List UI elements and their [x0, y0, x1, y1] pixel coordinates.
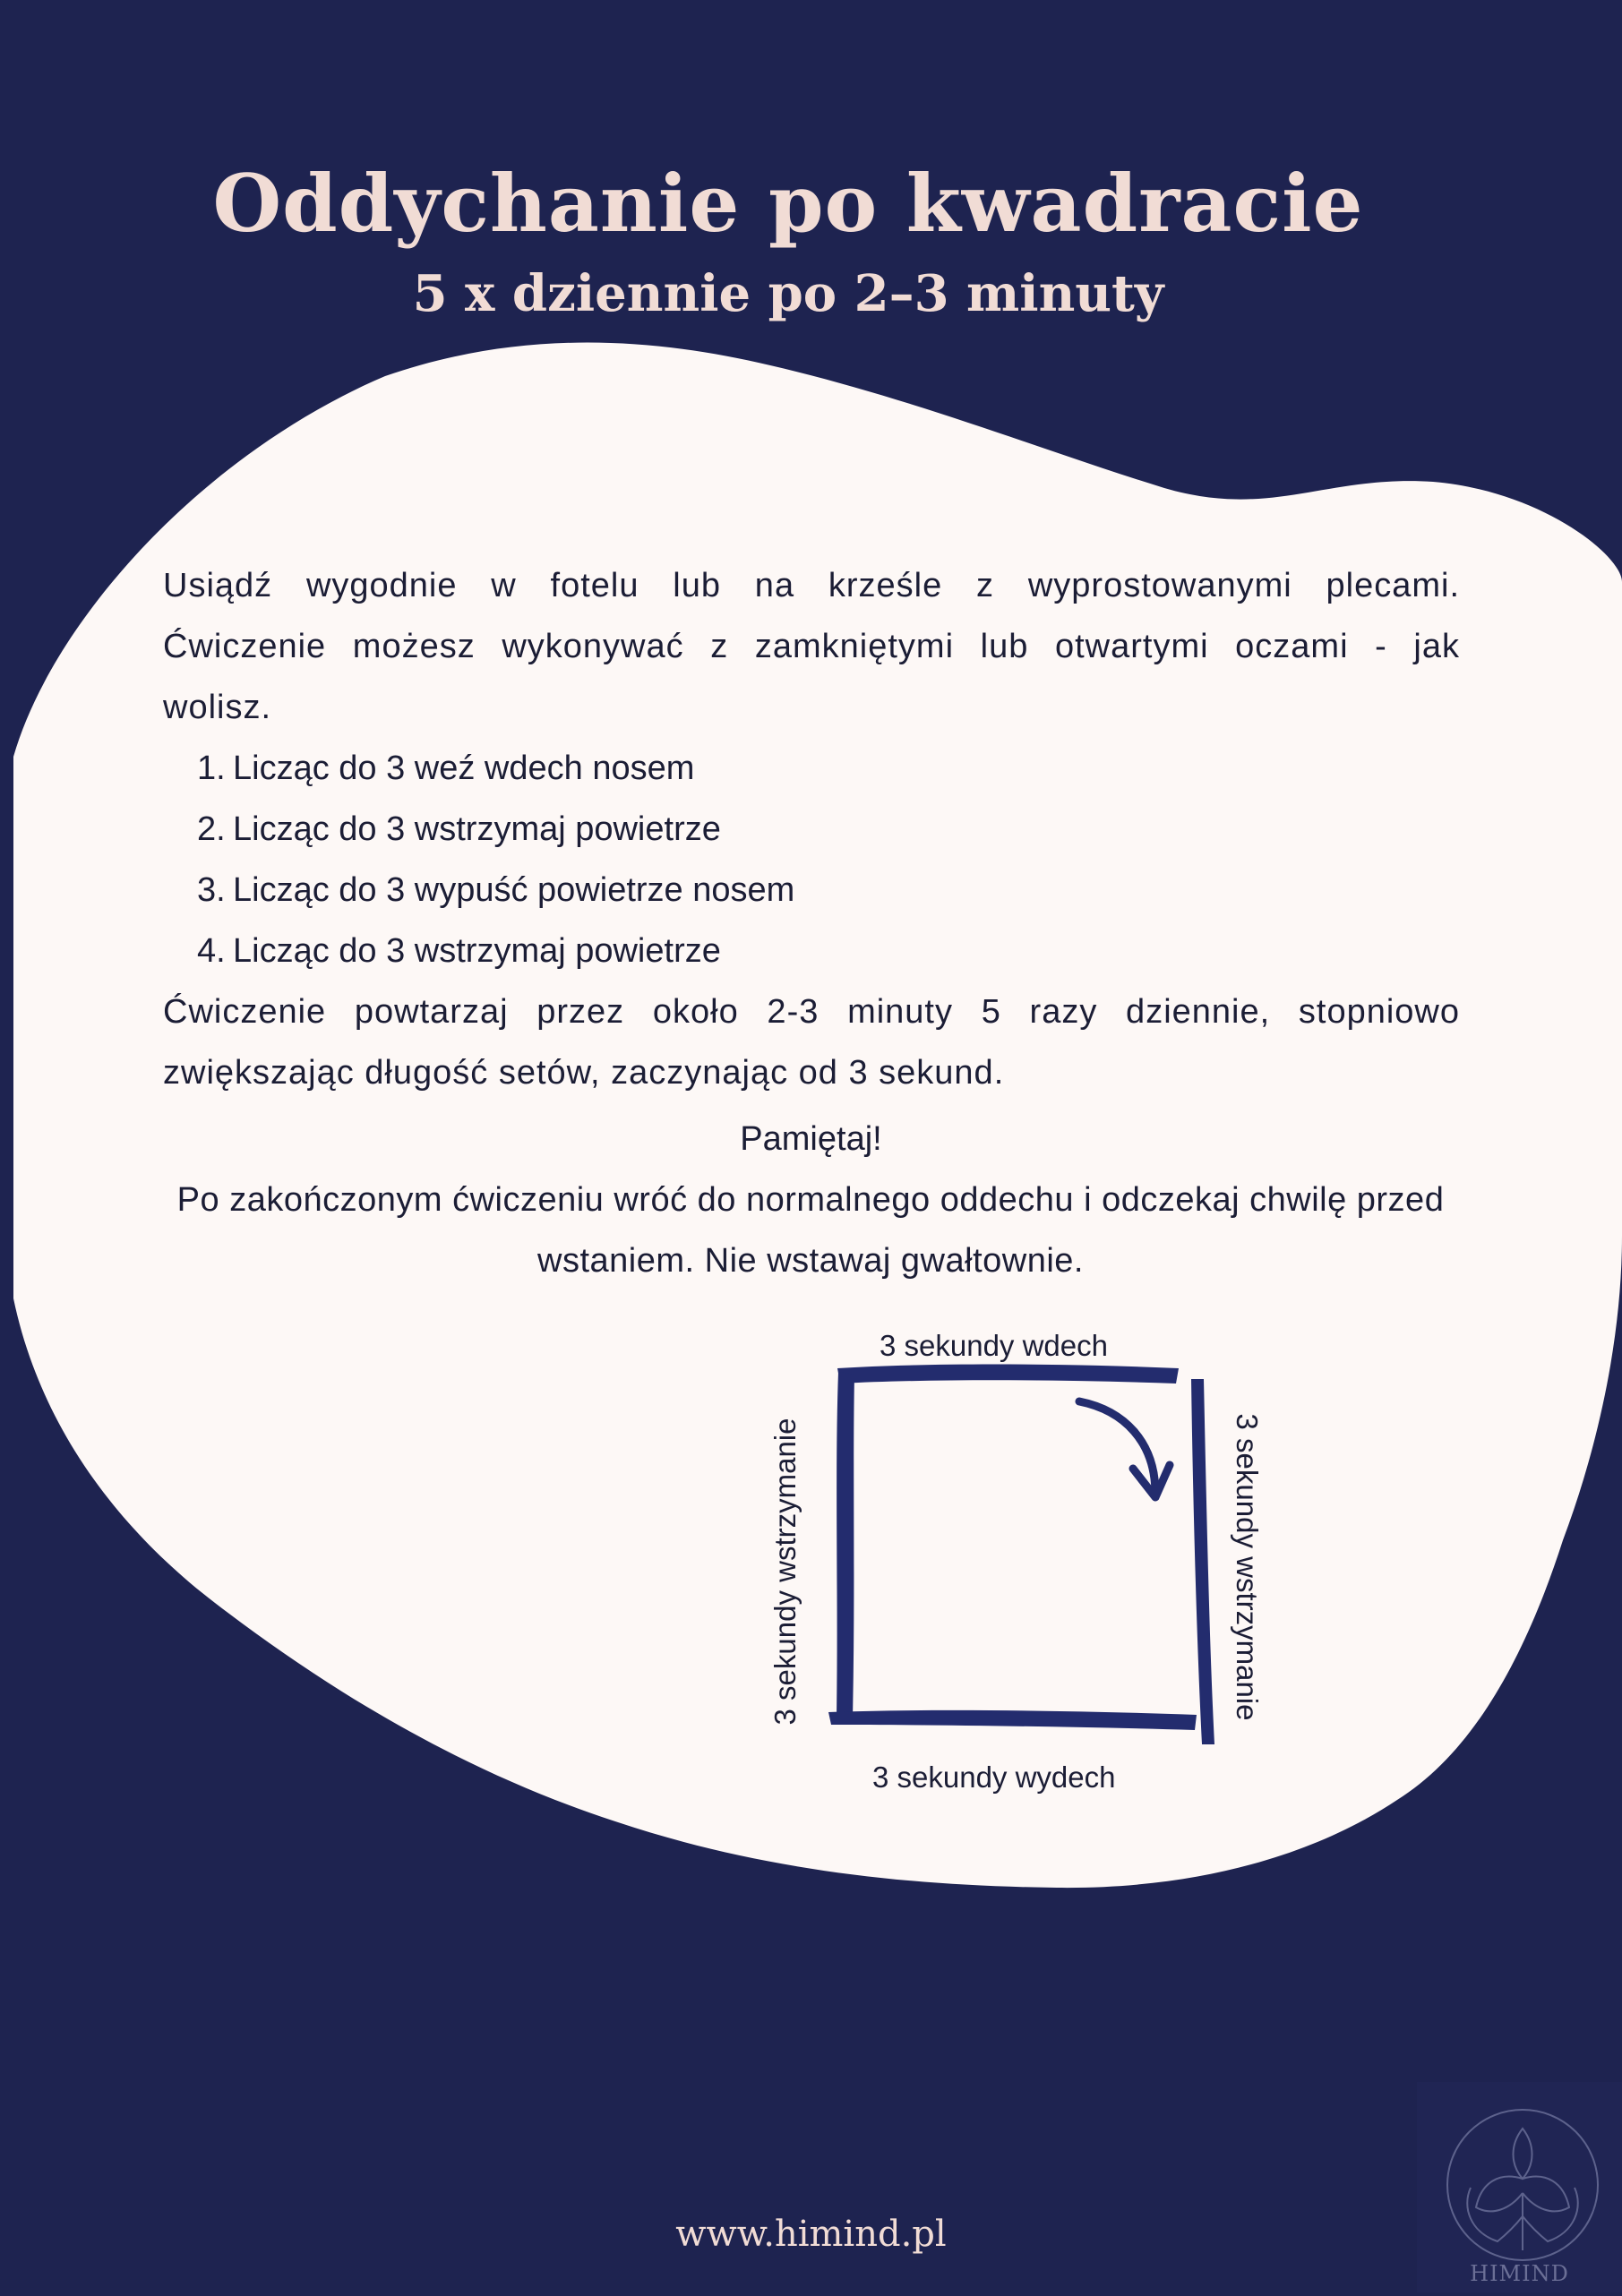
step-number: 2.	[197, 810, 226, 848]
square-right-stroke	[1191, 1379, 1214, 1744]
reminder-heading: Pamiętaj!	[740, 1120, 882, 1158]
square-bottom-stroke	[828, 1710, 1197, 1730]
page-title: Oddychanie po kwadracie	[212, 157, 1364, 250]
step-text: Licząc do 3 wypuść powietrze nosem	[233, 871, 795, 909]
website-link[interactable]: www.himind.pl	[675, 2214, 947, 2255]
diagram-label-top: 3 sekundy wdech	[880, 1329, 1108, 1362]
diagram-label-left: 3 sekundy wstrzymanie	[768, 1418, 802, 1726]
step-number: 4.	[197, 932, 226, 970]
himind-logo	[1417, 2082, 1622, 2292]
diagram-label-right: 3 sekundy wstrzymanie	[1231, 1413, 1264, 1721]
diagram-label-bottom: 3 sekundy wydech	[872, 1761, 1116, 1794]
step-number: 1.	[197, 750, 226, 787]
intro-paragraph: Usiądź wygodnie w fotelu lub na krześle z wyprostowanymi plecami. Ćwiczenie możesz wykonywać z zamkniętymi lub otwartymi oczami - jak wolisz.	[163, 567, 1460, 726]
reminder-text: Po zakończonym ćwiczeniu wróć do normalnego oddechu i odczekaj chwilę przed wstaniem. Nie wstawaj gwałtownie.	[176, 1181, 1445, 1280]
page-subtitle: 5 x dziennie po 2–3 minuty	[412, 264, 1164, 323]
step-text: Licząc do 3 wstrzymaj powietrze	[233, 932, 721, 970]
curved-arrow-icon	[1079, 1401, 1170, 1497]
step-number: 3.	[197, 871, 226, 909]
logo-text: HIMIND	[1470, 2261, 1569, 2286]
square-left-stroke	[837, 1372, 854, 1718]
repeat-paragraph: Ćwiczenie powtarzaj przez około 2-3 minuty 5 razy dziennie, stopniowo zwiększając długość setów, zaczynając od 3 sekund.	[163, 993, 1460, 1092]
step-text: Licząc do 3 weź wdech nosem	[233, 750, 695, 787]
step-text: Licząc do 3 wstrzymaj powietrze	[233, 810, 721, 848]
square-top-stroke	[837, 1365, 1179, 1384]
